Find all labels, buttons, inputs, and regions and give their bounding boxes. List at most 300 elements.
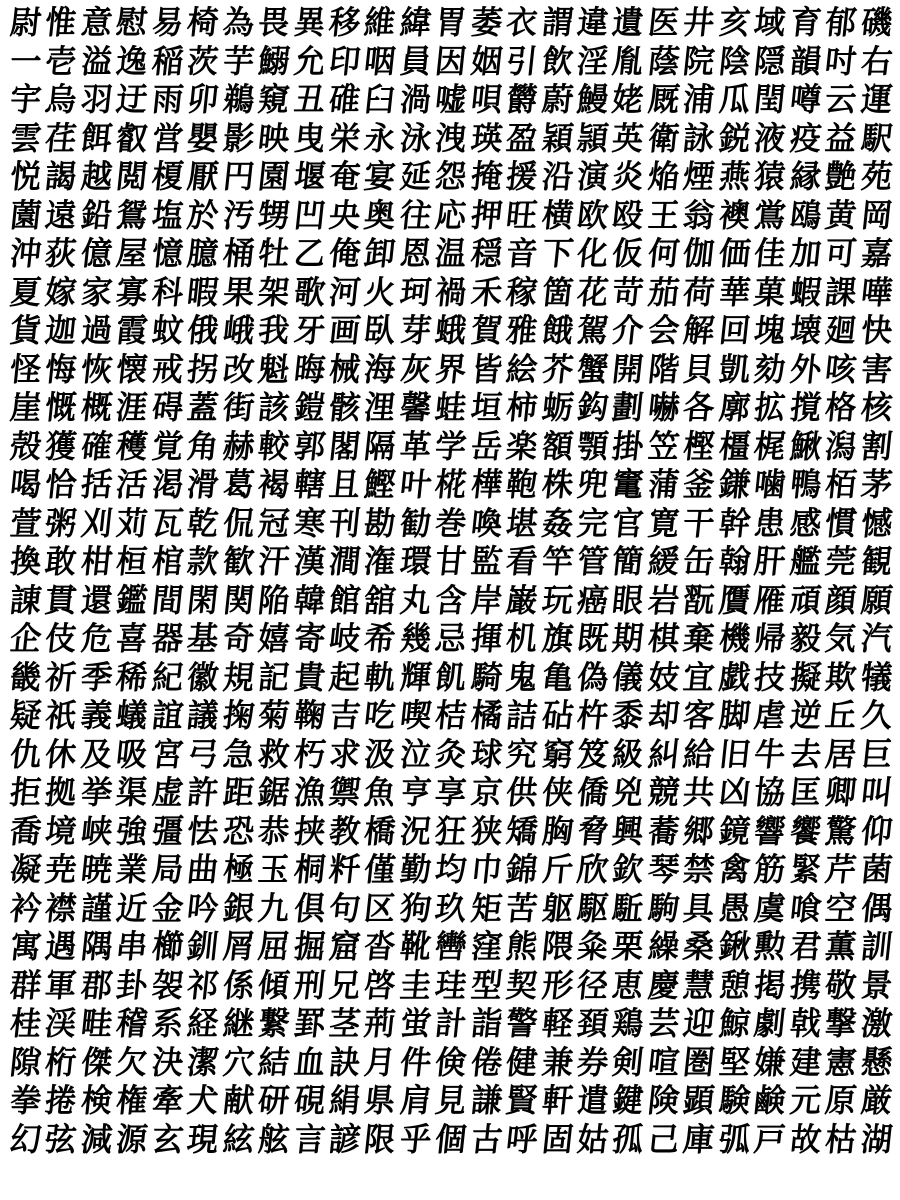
- kanji-glyph: 寛: [646, 504, 682, 542]
- kanji-glyph: 堪: [504, 504, 540, 542]
- kanji-glyph: 翰: [717, 543, 752, 581]
- kanji-glyph: 僅: [362, 851, 398, 889]
- kanji-glyph: 頚: [575, 1005, 611, 1043]
- kanji-glyph: 群: [8, 966, 44, 1004]
- kanji-glyph: 開: [610, 350, 646, 388]
- kanji-glyph: 宇: [8, 81, 44, 119]
- kanji-glyph: 距: [220, 774, 256, 812]
- kanji-glyph: 荊: [362, 1005, 398, 1043]
- kanji-glyph: 巨: [858, 735, 894, 773]
- kanji-glyph: 活: [114, 466, 150, 504]
- kanji-glyph: 現: [185, 1120, 221, 1158]
- kanji-glyph: 隅: [79, 928, 115, 966]
- kanji-glyph: 顎: [575, 427, 611, 465]
- kanji-glyph: 供: [504, 774, 540, 812]
- kanji-glyph: 榎: [150, 158, 185, 196]
- kanji-glyph: 映: [256, 119, 292, 157]
- kanji-row: [8, 774, 894, 813]
- kanji-glyph: 廓: [717, 389, 752, 427]
- kanji-glyph: 倶: [291, 889, 327, 927]
- kanji-glyph: 粥: [43, 504, 79, 542]
- kanji-glyph: 違: [575, 4, 611, 42]
- kanji-glyph: 畏: [256, 4, 292, 42]
- kanji-glyph: 黍: [610, 697, 646, 735]
- kanji-glyph: 梶: [752, 427, 788, 465]
- kanji-glyph: 寄: [291, 620, 327, 658]
- kanji-glyph: 暇: [185, 273, 221, 311]
- kanji-glyph: 桓: [114, 543, 150, 581]
- kanji-glyph: 栢: [823, 466, 859, 504]
- kanji-glyph: 既: [575, 620, 611, 658]
- kanji-row: [8, 274, 894, 313]
- kanji-glyph: 卿: [823, 774, 859, 812]
- kanji-glyph: 艶: [823, 158, 859, 196]
- kanji-glyph: 救: [256, 735, 292, 773]
- kanji-glyph: 侠: [539, 774, 575, 812]
- kanji-glyph: 欺: [823, 658, 859, 696]
- kanji-glyph: 奥: [362, 196, 398, 234]
- kanji-glyph: 崖: [8, 389, 44, 427]
- kanji-glyph: 虚: [150, 774, 185, 812]
- kanji-glyph: 峡: [79, 812, 115, 850]
- kanji-glyph: 厩: [646, 81, 682, 119]
- kanji-glyph: 鈎: [575, 389, 611, 427]
- kanji-glyph: 桐: [291, 851, 327, 889]
- kanji-glyph: 関: [220, 581, 256, 619]
- kanji-glyph: 管: [575, 543, 611, 581]
- kanji-glyph: 観: [858, 543, 894, 581]
- kanji-glyph: 盈: [504, 119, 540, 157]
- kanji-row: [8, 43, 894, 82]
- kanji-glyph: 叫: [858, 774, 894, 812]
- kanji-glyph: 建: [787, 1043, 823, 1081]
- kanji-glyph: 岡: [858, 196, 894, 234]
- kanji-glyph: 橘: [468, 697, 504, 735]
- kanji-glyph: 雨: [150, 81, 185, 119]
- kanji-glyph: 琴: [646, 851, 682, 889]
- kanji-glyph: 限: [362, 1120, 398, 1158]
- kanji-glyph: 鰍: [787, 427, 823, 465]
- kanji-glyph: 丑: [291, 81, 327, 119]
- kanji-glyph: 街: [220, 389, 256, 427]
- kanji-glyph: 権: [114, 1082, 150, 1120]
- kanji-glyph: 兼: [539, 1043, 575, 1081]
- kanji-glyph: 系: [150, 1005, 185, 1043]
- kanji-glyph: 鰹: [362, 466, 398, 504]
- kanji-glyph: 尉: [8, 4, 44, 42]
- kanji-glyph: 元: [787, 1082, 823, 1120]
- kanji-glyph: 歓: [220, 543, 256, 581]
- kanji-glyph: 釜: [681, 466, 717, 504]
- kanji-glyph: 屑: [220, 928, 256, 966]
- kanji-glyph: 萎: [468, 4, 504, 42]
- kanji-glyph: 伎: [43, 620, 79, 658]
- kanji-glyph: 欣: [575, 851, 611, 889]
- kanji-glyph: 激: [858, 1005, 894, 1043]
- kanji-glyph: 共: [681, 774, 717, 812]
- kanji-glyph: 溢: [79, 42, 115, 80]
- kanji-glyph: 贋: [717, 581, 752, 619]
- kanji-glyph: 員: [398, 42, 434, 80]
- kanji-glyph: 韻: [787, 42, 823, 80]
- kanji-glyph: 揮: [468, 620, 504, 658]
- kanji-glyph: 期: [610, 620, 646, 658]
- kanji-glyph: 淫: [575, 42, 611, 80]
- kanji-glyph: 介: [610, 312, 646, 350]
- kanji-glyph: 君: [787, 928, 823, 966]
- kanji-glyph: 減: [79, 1120, 115, 1158]
- kanji-glyph: 起: [327, 658, 363, 696]
- kanji-glyph: 烏: [43, 81, 79, 119]
- kanji-glyph: 絃: [220, 1120, 256, 1158]
- kanji-glyph: 兜: [575, 466, 611, 504]
- kanji-glyph: 享: [433, 774, 469, 812]
- kanji-row: [8, 736, 894, 775]
- kanji-glyph: 影: [220, 119, 256, 157]
- kanji-glyph: 鞄: [504, 466, 540, 504]
- kanji-glyph: 恰: [43, 466, 79, 504]
- kanji-glyph: 俺: [327, 235, 363, 273]
- kanji-glyph: 矯: [504, 812, 540, 850]
- kanji-row: [8, 890, 894, 929]
- kanji-glyph: 薗: [8, 196, 44, 234]
- kanji-glyph: 洩: [433, 119, 469, 157]
- kanji-glyph: 拠: [43, 774, 79, 812]
- kanji-glyph: 研: [256, 1082, 292, 1120]
- kanji-glyph: 干: [681, 504, 717, 542]
- kanji-glyph: 禁: [681, 851, 717, 889]
- kanji-glyph: 窟: [327, 928, 363, 966]
- kanji-glyph: 羽: [79, 81, 115, 119]
- kanji-glyph: 曲: [185, 851, 221, 889]
- kanji-glyph: 轡: [433, 928, 469, 966]
- kanji-glyph: 育: [787, 4, 823, 42]
- kanji-glyph: 意: [79, 4, 115, 42]
- kanji-glyph: 幻: [8, 1120, 44, 1158]
- kanji-row: [8, 351, 894, 390]
- kanji-glyph: 櫛: [150, 928, 185, 966]
- kanji-glyph: 駅: [858, 119, 894, 157]
- kanji-glyph: 猿: [752, 158, 788, 196]
- kanji-glyph: 碍: [150, 389, 185, 427]
- kanji-glyph: 閏: [752, 81, 788, 119]
- kanji-glyph: 音: [504, 235, 540, 273]
- kanji-glyph: 監: [468, 543, 504, 581]
- kanji-glyph: 駈: [610, 889, 646, 927]
- kanji-glyph: 園: [256, 158, 292, 196]
- kanji-glyph: 我: [256, 312, 292, 350]
- kanji-glyph: 撃: [823, 1005, 859, 1043]
- kanji-glyph: 捲: [43, 1082, 79, 1120]
- kanji-glyph: 笠: [646, 427, 682, 465]
- kanji-glyph: 寒: [291, 504, 327, 542]
- kanji-glyph: 衛: [646, 119, 682, 157]
- kanji-glyph: 沓: [362, 928, 398, 966]
- kanji-glyph: 禦: [327, 774, 363, 812]
- kanji-glyph: 径: [575, 966, 611, 1004]
- kanji-glyph: 肝: [752, 543, 788, 581]
- kanji-glyph: 貝: [681, 350, 717, 388]
- kanji-glyph: 駒: [646, 889, 682, 927]
- kanji-glyph: 甥: [256, 196, 292, 234]
- kanji-glyph: 犠: [858, 658, 894, 696]
- kanji-glyph: 句: [327, 889, 363, 927]
- kanji-glyph: 休: [43, 735, 79, 773]
- kanji-glyph: 脅: [575, 812, 611, 850]
- kanji-glyph: 器: [150, 620, 185, 658]
- kanji-glyph: 宮: [150, 735, 185, 773]
- kanji-glyph: 嚇: [646, 389, 682, 427]
- kanji-glyph: 核: [858, 389, 894, 427]
- kanji-glyph: 言: [291, 1120, 327, 1158]
- kanji-glyph: 鹸: [752, 1082, 788, 1120]
- kanji-glyph: 基: [185, 620, 221, 658]
- kanji-glyph: 旺: [504, 196, 540, 234]
- kanji-glyph: 泣: [398, 735, 434, 773]
- kanji-glyph: 蟻: [114, 697, 150, 735]
- kanji-glyph: 隠: [752, 42, 788, 80]
- kanji-glyph: 域: [752, 4, 788, 42]
- kanji-glyph: 験: [717, 1082, 752, 1120]
- kanji-glyph: 卯: [185, 81, 221, 119]
- kanji-glyph: 官: [610, 504, 646, 542]
- kanji-glyph: 液: [752, 119, 788, 157]
- kanji-glyph: 苦: [504, 889, 540, 927]
- kanji-glyph: 橿: [717, 427, 752, 465]
- kanji-glyph: 鋭: [717, 119, 752, 157]
- kanji-glyph: 杵: [575, 697, 611, 735]
- kanji-glyph: 去: [787, 735, 823, 773]
- kanji-glyph: 蝦: [787, 273, 823, 311]
- kanji-glyph: 帰: [752, 620, 788, 658]
- kanji-glyph: 許: [185, 774, 221, 812]
- kanji-glyph: 硯: [291, 1082, 327, 1120]
- kanji-glyph: 雅: [504, 312, 540, 350]
- kanji-glyph: 型: [468, 966, 504, 1004]
- kanji-glyph: 嫁: [43, 273, 79, 311]
- kanji-glyph: 潅: [362, 543, 398, 581]
- kanji-glyph: 過: [79, 312, 115, 350]
- kanji-glyph: 階: [646, 350, 682, 388]
- kanji-glyph: 舷: [256, 1120, 292, 1158]
- kanji-glyph: 局: [150, 851, 185, 889]
- kanji-glyph: 蛍: [398, 1005, 434, 1043]
- kanji-glyph: 空: [823, 889, 859, 927]
- kanji-glyph: 柿: [504, 389, 540, 427]
- kanji-glyph: 汗: [256, 543, 292, 581]
- kanji-glyph: 恩: [398, 235, 434, 273]
- kanji-glyph: 繰: [646, 928, 682, 966]
- kanji-glyph: 棄: [681, 620, 717, 658]
- kanji-glyph: 祇: [43, 697, 79, 735]
- kanji-glyph: 艦: [787, 543, 823, 581]
- kanji-glyph: 運: [858, 81, 894, 119]
- kanji-glyph: 義: [79, 697, 115, 735]
- kanji-glyph: 漁: [291, 774, 327, 812]
- kanji-glyph: 悔: [43, 350, 79, 388]
- kanji-glyph: 鏡: [717, 812, 752, 850]
- kanji-glyph: 伽: [681, 235, 717, 273]
- kanji-glyph: 怯: [185, 812, 221, 850]
- kanji-glyph: 貨: [8, 312, 44, 350]
- kanji-glyph: 鶏: [610, 1005, 646, 1043]
- kanji-glyph: 具: [681, 889, 717, 927]
- kanji-glyph: 寓: [8, 928, 44, 966]
- kanji-glyph: 逆: [787, 697, 823, 735]
- kanji-glyph: 憶: [150, 235, 185, 273]
- kanji-glyph: 岩: [646, 581, 682, 619]
- kanji-glyph: 鴨: [787, 466, 823, 504]
- kanji-glyph: 営: [150, 119, 185, 157]
- kanji-glyph: 灸: [433, 735, 469, 773]
- kanji-glyph: 桔: [433, 697, 469, 735]
- kanji-glyph: 柑: [79, 543, 115, 581]
- kanji-glyph: 款: [185, 543, 221, 581]
- kanji-glyph: 穴: [220, 1043, 256, 1081]
- kanji-glyph: 顕: [681, 1082, 717, 1120]
- kanji-glyph: 携: [787, 966, 823, 1004]
- kanji-glyph: 玉: [256, 851, 292, 889]
- kanji-glyph: 角: [185, 427, 221, 465]
- kanji-glyph: 軽: [539, 1005, 575, 1043]
- kanji-glyph: 咽: [362, 42, 398, 80]
- kanji-glyph: 移: [327, 4, 363, 42]
- kanji-glyph: 傑: [79, 1043, 115, 1081]
- kanji-glyph: 諌: [8, 581, 44, 619]
- kanji-glyph: 唄: [468, 81, 504, 119]
- kanji-glyph: 壱: [43, 42, 79, 80]
- kanji-glyph: 外: [787, 350, 823, 388]
- kanji-glyph: 古: [468, 1120, 504, 1158]
- kanji-glyph: 鰻: [575, 81, 611, 119]
- kanji-glyph: 宜: [681, 658, 717, 696]
- kanji-glyph: 玄: [150, 1120, 185, 1158]
- kanji-glyph: 謁: [43, 158, 79, 196]
- kanji-glyph: 居: [823, 735, 859, 773]
- kanji-glyph: 壊: [787, 312, 823, 350]
- kanji-row: [8, 620, 894, 659]
- kanji-row: [8, 928, 894, 967]
- kanji-glyph: 喬: [8, 812, 44, 850]
- kanji-glyph: 厭: [185, 158, 221, 196]
- kanji-glyph: 維: [362, 4, 398, 42]
- kanji-glyph: 九: [256, 889, 292, 927]
- kanji-glyph: 吉: [327, 697, 363, 735]
- kanji-glyph: 一: [8, 42, 44, 80]
- kanji-glyph: 謹: [79, 889, 115, 927]
- kanji-glyph: 怪: [8, 350, 44, 388]
- kanji-glyph: 極: [220, 851, 256, 889]
- kanji-glyph: 顔: [823, 581, 859, 619]
- kanji-glyph: 感: [787, 504, 823, 542]
- kanji-glyph: 骸: [327, 389, 363, 427]
- kanji-glyph: 究: [504, 735, 540, 773]
- kanji-glyph: 粁: [327, 851, 363, 889]
- kanji-glyph: 筋: [752, 851, 788, 889]
- kanji-glyph: 絹: [327, 1082, 363, 1120]
- kanji-glyph: 蚊: [150, 312, 185, 350]
- kanji-glyph: 故: [787, 1120, 823, 1158]
- kanji-glyph: 眼: [610, 581, 646, 619]
- kanji-glyph: 迦: [43, 312, 79, 350]
- kanji-glyph: 喫: [398, 697, 434, 735]
- kanji-glyph: 環: [398, 543, 434, 581]
- kanji-glyph: 云: [823, 81, 859, 119]
- kanji-glyph: 魚: [362, 774, 398, 812]
- kanji-glyph: 継: [220, 1005, 256, 1043]
- kanji-row: [8, 197, 894, 236]
- kanji-glyph: 献: [220, 1082, 256, 1120]
- kanji-glyph: 祁: [185, 966, 221, 1004]
- kanji-glyph: 沖: [8, 235, 44, 273]
- kanji-glyph: 胸: [539, 812, 575, 850]
- kanji-glyph: 圏: [681, 1043, 717, 1081]
- kanji-glyph: 仇: [8, 735, 44, 773]
- kanji-glyph: 億: [79, 235, 115, 273]
- kanji-glyph: 姥: [610, 81, 646, 119]
- kanji-glyph: 拡: [752, 389, 788, 427]
- kanji-glyph: 瓦: [150, 504, 185, 542]
- kanji-glyph: 沿: [539, 158, 575, 196]
- kanji-glyph: 慶: [646, 966, 682, 1004]
- kanji-glyph: 戸: [752, 1120, 788, 1158]
- kanji-glyph: 凹: [291, 196, 327, 234]
- kanji-glyph: 勘: [362, 504, 398, 542]
- kanji-glyph: 鴛: [114, 196, 150, 234]
- kanji-glyph: 軍: [43, 966, 79, 1004]
- kanji-glyph: 俄: [185, 312, 221, 350]
- kanji-glyph: 確: [79, 427, 115, 465]
- kanji-glyph: 桑: [681, 928, 717, 966]
- kanji-glyph: 汚: [220, 196, 256, 234]
- kanji-glyph: 亥: [717, 4, 752, 42]
- kanji-glyph: 館: [327, 581, 363, 619]
- kanji-glyph: 忌: [433, 620, 469, 658]
- kanji-glyph: 緯: [398, 4, 434, 42]
- kanji-glyph: 翁: [681, 196, 717, 234]
- kanji-glyph: 果: [220, 273, 256, 311]
- kanji-glyph: 件: [398, 1043, 434, 1081]
- kanji-glyph: 牡: [256, 235, 292, 273]
- kanji-glyph: 院: [681, 42, 717, 80]
- kanji-glyph: 喰: [787, 889, 823, 927]
- kanji-glyph: 笈: [575, 735, 611, 773]
- kanji-glyph: 涯: [114, 389, 150, 427]
- kanji-glyph: 曳: [291, 119, 327, 157]
- kanji-glyph: 演: [575, 158, 611, 196]
- kanji-glyph: 妓: [646, 658, 682, 696]
- kanji-glyph: 緩: [646, 543, 682, 581]
- kanji-glyph: 緊: [787, 851, 823, 889]
- kanji-glyph: 餌: [79, 119, 115, 157]
- kanji-glyph: 儀: [610, 658, 646, 696]
- kanji-glyph: 響: [752, 812, 788, 850]
- kanji-glyph: 応: [433, 196, 469, 234]
- kanji-glyph: 患: [752, 504, 788, 542]
- kanji-glyph: 幹: [717, 504, 752, 542]
- kanji-glyph: 訣: [327, 1043, 363, 1081]
- kanji-glyph: 因: [433, 42, 469, 80]
- kanji-glyph: 隈: [539, 928, 575, 966]
- kanji-glyph: 鵜: [220, 81, 256, 119]
- kanji-glyph: 嬉: [256, 620, 292, 658]
- kanji-glyph: 迂: [114, 81, 150, 119]
- kanji-glyph: 害: [858, 350, 894, 388]
- kanji-glyph: 完: [575, 504, 611, 542]
- kanji-glyph: 記: [256, 658, 292, 696]
- kanji-glyph: 近: [114, 889, 150, 927]
- kanji-glyph: 為: [220, 4, 256, 42]
